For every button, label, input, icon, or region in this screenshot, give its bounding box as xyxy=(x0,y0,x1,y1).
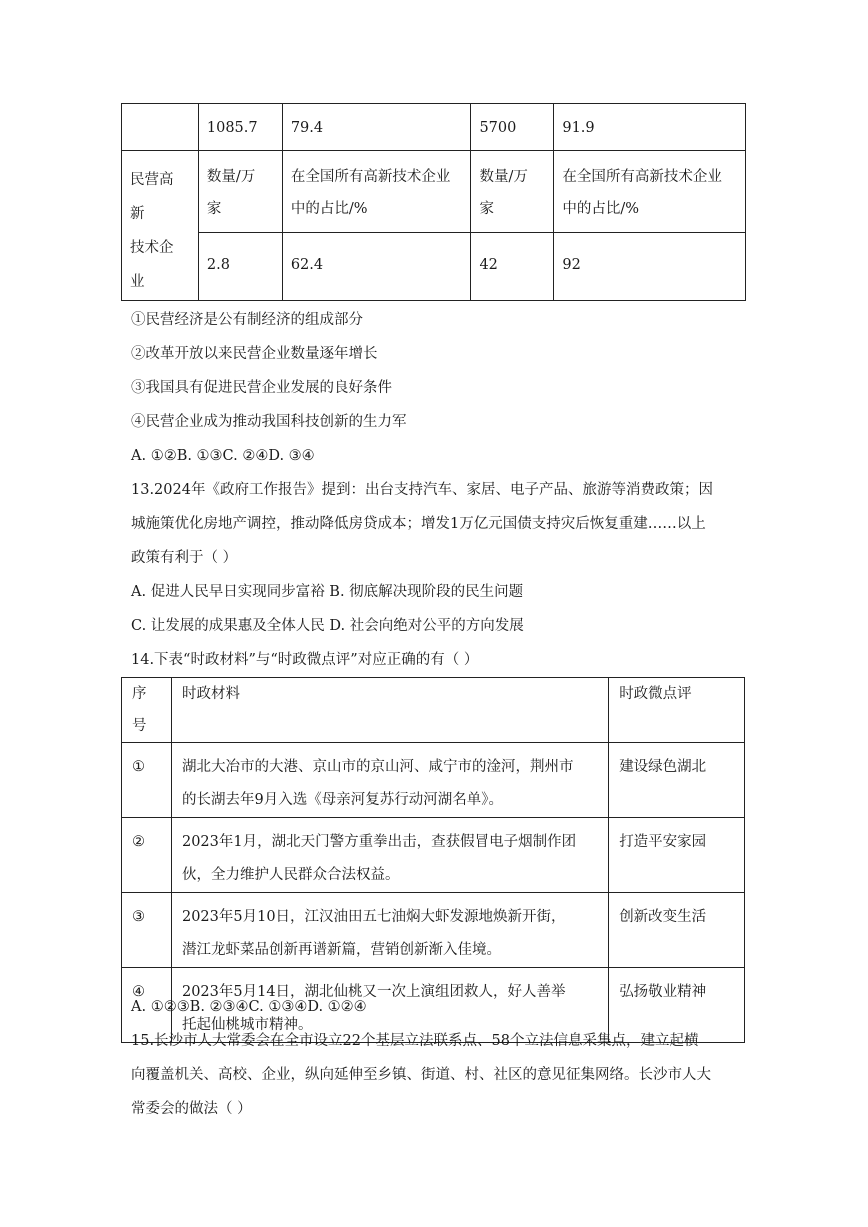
table-cell: 5700 xyxy=(471,104,554,151)
table-row xyxy=(122,893,745,968)
row-material: 湖北大冶市的大港、京山市的京山河、咸宁市的淦河，荆州市 的长湖去年9月入选《母亲河复苏行动河湖名单》。 xyxy=(181,759,574,808)
table-header-cell: 数量/万 家 xyxy=(471,151,554,233)
q13-stem-line: 政策有利于（ ） xyxy=(131,550,238,566)
row-comment: 创新改变生活 xyxy=(619,909,707,925)
table-row xyxy=(122,104,746,151)
q13-stem-line: 13.2024年《政府工作报告》提到：出台支持汽车、家居、电子产品、旅游等消费政策；因 xyxy=(131,482,713,498)
row-comment: 弘扬敬业精神 xyxy=(619,984,707,1000)
table-row xyxy=(122,151,746,233)
table-header-cell: 在全国所有高新技术企业 中的占比/% xyxy=(554,151,746,233)
q12-option: ③我国具有促进民营企业发展的良好条件 xyxy=(131,380,392,396)
row-comment: 打造平安家园 xyxy=(619,834,707,850)
row-material: 2023年5月14日，湖北仙桃又一次上演组团救人，好人善举 托起仙桃城市精神。 xyxy=(181,984,566,1033)
q12-option: ②改革开放以来民营企业数量逐年增长 xyxy=(131,346,378,362)
table-row xyxy=(122,818,745,893)
q12-option: ④民营企业成为推动我国科技创新的生力军 xyxy=(131,414,407,430)
table-cell: 92 xyxy=(554,233,746,301)
table-cell xyxy=(122,104,199,151)
table-header-cell: 在全国所有高新技术企业 中的占比/% xyxy=(282,151,471,233)
current-affairs-table xyxy=(121,677,745,1043)
table-cell: 1085.7 xyxy=(198,104,282,151)
row-label-cell: 民营高 新 技术企 业 xyxy=(122,151,199,301)
table-cell: 91.9 xyxy=(554,104,746,151)
row-comment: 建设绿色湖北 xyxy=(619,759,707,775)
table-cell: 62.4 xyxy=(282,233,471,301)
row-number: ③ xyxy=(132,909,145,925)
header-cell-no: 序号 xyxy=(122,678,172,743)
q13-answer-choices: C. 让发展的成果惠及全体人民 D. 社会向绝对公平的方向发展 xyxy=(131,618,524,634)
enterprise-data-table xyxy=(121,103,746,301)
q15-stem-line: 常委会的做法（ ） xyxy=(131,1101,252,1117)
table-row xyxy=(122,233,746,301)
q12-option: ①民营经济是公有制经济的组成部分 xyxy=(131,312,363,328)
table-header-row xyxy=(122,678,745,743)
table-header-cell: 数量/万 家 xyxy=(198,151,282,233)
q12-answer-choices: A. ①②B. ①③C. ②④D. ③④ xyxy=(131,448,315,464)
q15-stem-line: 向覆盖机关、高校、企业，纵向延伸至乡镇、街道、村、社区的意见征集网络。长沙市人大 xyxy=(131,1067,711,1083)
table-row xyxy=(122,743,745,818)
table-cell: 79.4 xyxy=(282,104,471,151)
row-number: ② xyxy=(132,834,145,850)
q14-stem: 14.下表“时政材料”与“时政微点评”对应正确的有（ ） xyxy=(131,652,479,668)
table-cell: 42 xyxy=(471,233,554,301)
q14-answer-choices: A. ①②③B. ②③④C. ①③④D. ①②④ xyxy=(131,999,367,1015)
table-cell: 2.8 xyxy=(198,233,282,301)
q13-answer-choices: A. 促进人民早日实现同步富裕 B. 彻底解决现阶段的民生问题 xyxy=(131,584,524,600)
header-cell-material: 时政材料 xyxy=(171,678,608,743)
q15-stem-line: 15.长沙市人大常委会在全市设立22个基层立法联系点、58个立法信息采集点，建立起横 xyxy=(131,1033,699,1049)
row-material: 2023年5月10日，江汉油田五七油焖大虾发源地焕新开街， 潜江龙虾菜品创新再谱新篇，营销创新渐入佳境。 xyxy=(181,909,566,958)
q13-stem-line: 城施策优化房地产调控，推动降低房贷成本；增发1万亿元国债支持灾后恢复重建……以上 xyxy=(131,516,706,532)
header-cell-comment: 时政微点评 xyxy=(609,678,745,743)
row-number: ① xyxy=(132,759,145,775)
row-material: 2023年1月，湖北天门警方重拳出击，查获假冒电子烟制作团 伙，全力维护人民群众合法权益。 xyxy=(181,834,577,883)
row-number: ④ xyxy=(132,984,145,1000)
